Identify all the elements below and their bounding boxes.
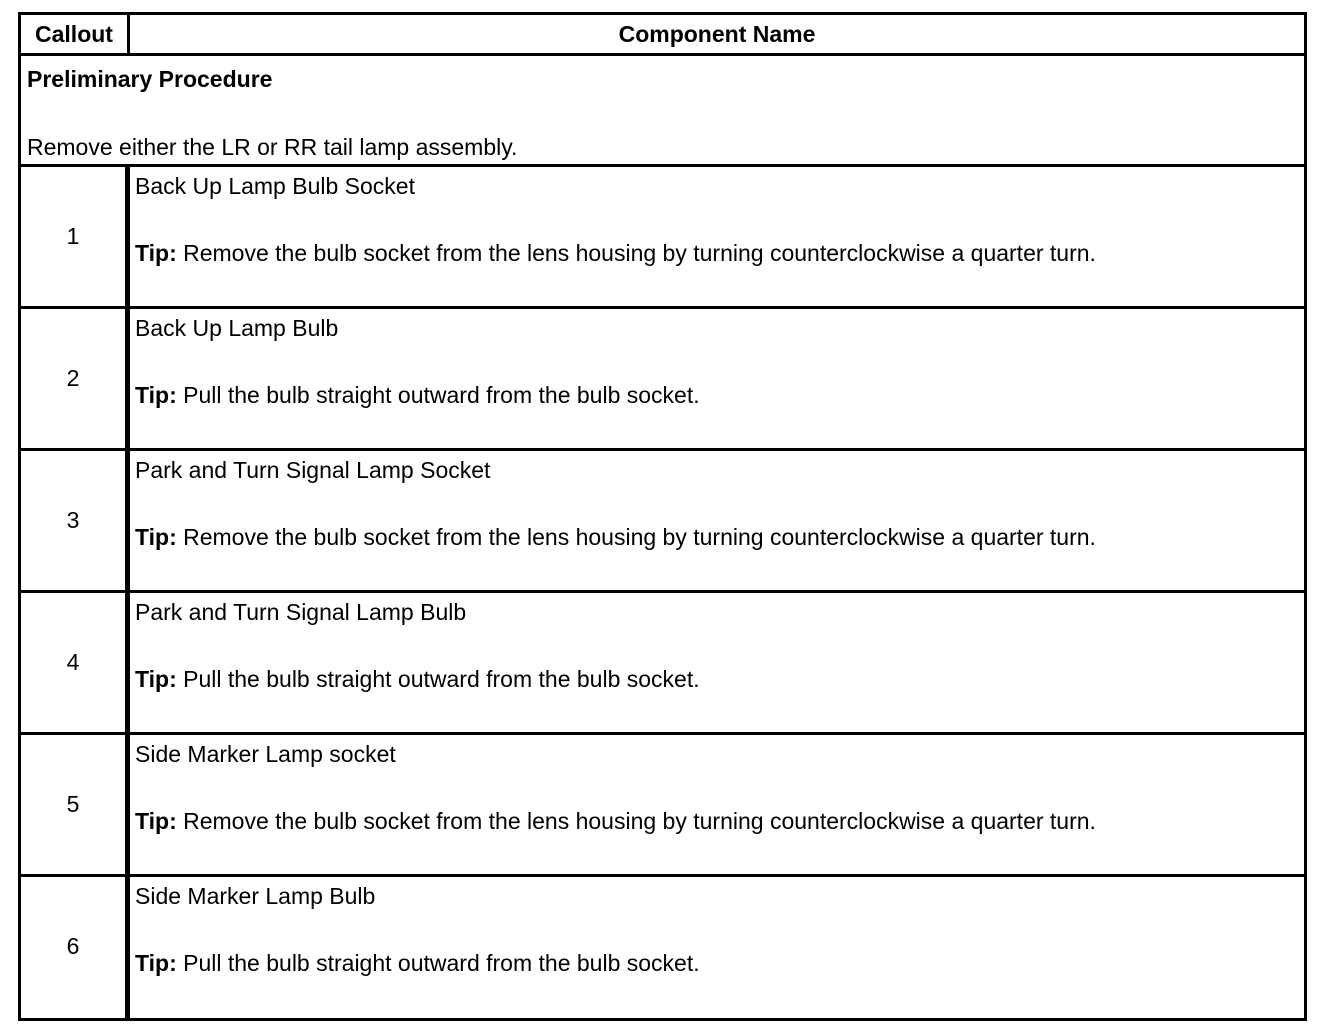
callout-table (18, 12, 1307, 1021)
callout-cell (21, 167, 130, 306)
callout-cell (21, 735, 130, 874)
component-name: Back Up Lamp Bulb (135, 315, 339, 341)
callout-number: 5 (66, 791, 80, 817)
table-row (21, 451, 1304, 593)
table-row (21, 593, 1304, 735)
component-tip (135, 240, 1096, 267)
callout-number: 2 (66, 365, 80, 391)
tip-label: Tip: (135, 240, 177, 266)
tip-label: Tip: (135, 808, 177, 834)
callout-number: 4 (66, 649, 80, 675)
component-name: Back Up Lamp Bulb Socket (135, 173, 415, 199)
callout-number: 1 (66, 223, 80, 249)
component-name: Side Marker Lamp Bulb (135, 883, 376, 909)
tip-label: Tip: (135, 666, 177, 692)
component-tip (135, 524, 1096, 551)
tip-text: Pull the bulb straight outward from the bulb socket. (183, 382, 700, 408)
component-tip (135, 666, 700, 693)
preliminary-procedure-text: Remove either the LR or RR tail lamp assembly. (27, 134, 518, 160)
tip-text: Remove the bulb socket from the lens housing by turning counterclockwise a quarter turn. (183, 808, 1096, 834)
table-row (21, 877, 1304, 1019)
tip-text: Pull the bulb straight outward from the bulb socket. (183, 666, 700, 692)
tip-text: Remove the bulb socket from the lens housing by turning counterclockwise a quarter turn. (183, 524, 1096, 550)
component-name: Park and Turn Signal Lamp Bulb (135, 599, 467, 625)
callout-cell (21, 877, 130, 1019)
component-tip (135, 382, 700, 409)
table-row (21, 309, 1304, 451)
tip-label: Tip: (135, 382, 177, 408)
component-name: Park and Turn Signal Lamp Socket (135, 457, 491, 483)
callout-number: 3 (66, 507, 80, 533)
component-tip (135, 950, 700, 977)
tip-label: Tip: (135, 950, 177, 976)
callout-cell (21, 593, 130, 732)
tip-text: Remove the bulb socket from the lens housing by turning counterclockwise a quarter turn. (183, 240, 1096, 266)
preliminary-procedure-title: Preliminary Procedure (27, 66, 273, 92)
callout-cell (21, 309, 130, 448)
table-row (21, 167, 1304, 309)
component-name-column-header: Component Name (618, 20, 816, 47)
tip-text: Pull the bulb straight outward from the bulb socket. (183, 950, 700, 976)
component-name: Side Marker Lamp socket (135, 741, 396, 767)
table-row (21, 735, 1304, 877)
callout-cell (21, 451, 130, 590)
table-header-row (21, 15, 1304, 56)
component-tip (135, 808, 1096, 835)
callout-column-header: Callout (21, 15, 130, 53)
callout-number: 6 (66, 933, 80, 959)
tip-label: Tip: (135, 524, 177, 550)
preliminary-procedure-row (21, 56, 1304, 167)
